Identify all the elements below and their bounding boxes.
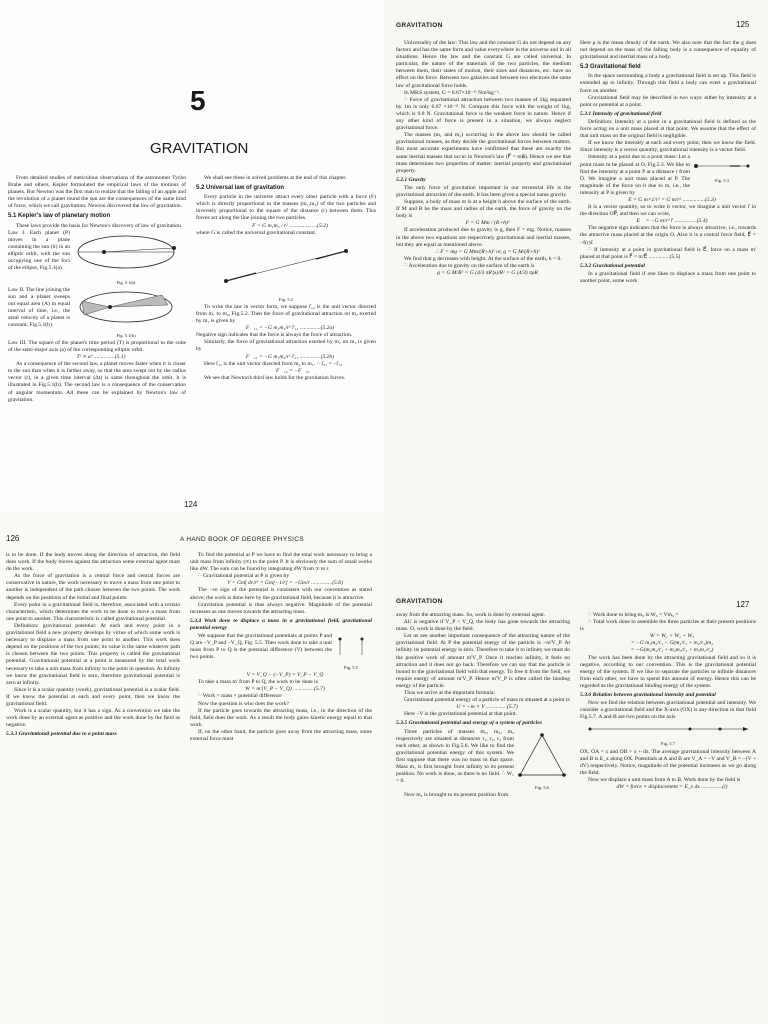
ellipse-orbit-diagram	[70, 230, 182, 278]
potential-difference-eq: V = V_Q − (−V_P) = V_P − V_Q	[246, 672, 324, 679]
fig-5-3-diagram	[690, 154, 754, 176]
page-number-124: 124	[184, 500, 198, 509]
negative-sign-text: Negative sign indicates that the force is always the force of attraction.	[196, 332, 353, 339]
displace-unit-mass-text: Now we displace a unit mass from A to B. Work done by the field is	[588, 776, 741, 783]
intensity-vector-text: If we know the intensity at each and every point, then we know the field. Since intensity is a vector quantity, gravitational intensity is a vector field.	[580, 140, 756, 154]
external-force-text: If, on the other hand, the particle goes away from the attracting mass, some external force must	[190, 728, 372, 742]
work-expand-eq: = −G m₁m₂/r₁ − G(m₁/r₂ + m₂/r₃)m₃	[630, 640, 714, 647]
weak-force-text: ∴ Force of gravitational attraction between two masses of 1kg separated by 1m is only 6.67 ×10⁻¹¹ N. Compare this force with the weight of 1kg, which is 9.8 N. Gravitational force is the weakest force in nature. Hence if any other kind of force is present in a situation, we always neglect gravitational force.	[396, 96, 571, 132]
gravitational-mass-text: The masses (m₁ and m₂) occurring in the above law should be called gravitational masses, as they decide the gravitational forces between matters. But most accurate experiments have confirmed that these are exactly the same inertial masses that occur in Newton's law (F⃗ = ma⃗). Hence we see that mass determines two properties of matter: inertial property and gravitational property.	[396, 132, 571, 174]
fig-5-3	[690, 154, 754, 197]
page-number-125: 125	[736, 20, 750, 29]
equation-g-surface: g = G M/R² = G (4/3 πR³ρ)/R² = G (4/3) πρR	[437, 270, 538, 276]
equation-5-2b: F⃗₂₁ = −G m₁m₂/r² r̂₂₁ ...............(5.2b)	[245, 353, 335, 360]
intensity-point-block	[580, 154, 756, 197]
section-5-2-heading: 5.2 Universal law of gravitation	[196, 185, 285, 192]
law-2-text: Law II. The line joining the sun and a planet sweeps out equal area (A) in equal interval of time, i.e., the areal velocity of a planet is constant, Fig.5.1(b).	[8, 286, 70, 329]
average-intensity-text: OX, OA = x and OB = x + dx. The average gravitational intensity between A and B is E_x along OX. Potentials at A and B are V_A = −V and V_B = −(V + dV) respectively. Notice, magnitude of the potential increases as we go along the field.	[580, 748, 756, 776]
law-3-explanation: As a consequence of the second law, a planet moves faster when it is closer to the sun than when it is farther away, so that the area swept out by the radius vector (r), in a given time interval (Δt) is same throughout the orbit. It is illustrated in Fig.5.1(b). The second law is a consequence of the conservation of angular momentum. All these can be explained by Newton's law of gravitation.	[8, 361, 186, 403]
chapter-number: 5	[190, 85, 206, 116]
p126-left-column	[6, 552, 180, 739]
p125-right-column	[580, 40, 756, 285]
work-m3-text: ∴ Work done to bring m₃ is W₃ = Vm₃ =	[588, 612, 679, 618]
section-5-3-1-heading: 5.3.1 Intensity of gravitational field	[580, 110, 662, 117]
negative-potential-text: The −ve sign of the potential is consistent with our convention as stated above; the work is done here by the gravitational field, because it is attractive.	[190, 587, 372, 601]
pe-particle-text: Gravitational potential energy of a particle of mass m situated at a point is	[404, 697, 570, 704]
intro-right: We shall see these in solved problems at the end of this chapter.	[204, 175, 347, 181]
section-5-1-text: These laws provide the basis for Newton's discovery of law of gravitation.	[16, 222, 183, 229]
section-5-3-6-heading: 5.3.6 Relation between gravitational intensity and potential	[580, 692, 716, 699]
delta-u-text: ΔU is negative if V_P < V_Q, the body has gone towards the attracting mass. O, work is done by the field.	[396, 619, 570, 633]
equation-dw: dW = force × displacement = E_x dx ...............(i)	[616, 783, 728, 790]
section-5-3-4-heading: 5.3.4 Work done to displace a mass in a gravitational field, gravitational potential energy	[190, 617, 372, 631]
equation-5-7a: W = m'(V_P − V_Q) ...............(5.7)	[245, 686, 325, 693]
potential-intro-text: In a gravitational field if one likes to displace a mass from one point to another point, some work	[580, 270, 756, 284]
fig-5-3-caption: Fig. 5.3	[715, 178, 729, 184]
work-sum-eq: = −G(m₁m₂/r₁ + m₂m₃/r₃ + m₃m₁/r₂)	[630, 647, 714, 654]
work-direction-text: is to be done. If the body moves along the direction of attraction, the field does work. If the body moves against the attraction some external agent must do the work.	[6, 552, 180, 573]
gravity-text: The only force of gravitation important in our terrestrial life is the gravitational attraction of the earth. It has been given a special name gravity.	[396, 184, 571, 198]
page-125	[384, 0, 768, 512]
equation-5-3: E = G m×1/r² = G m/r² ................(5.3)	[628, 196, 716, 203]
potential-pq-text: We suppose that the gravitational potentials at points P and Q are −V_P and −V_Q, Fig. 5.5. Then work done to take a unit mass from P to Q is the potential difference (V) between the two points.	[190, 633, 332, 661]
force-intensity-text: ∴ If intensity at a point in gravitational field is E⃗, force on a mass m' placed at that point is F⃗ = m'E⃗ ...............(5.5)	[580, 246, 756, 260]
relation-intro-text: Now we find the relation between gravitational potential and intensity. We consider a gravitational field and the X-axis (OX) is any direction in that field Fig.5.7. A and B are two points on the axis	[580, 700, 756, 721]
fig-5-7-caption: Fig. 5.7	[661, 741, 675, 747]
equation-5-4: E⃗ = −G m/r² r̂ ................(5.4)	[636, 218, 708, 225]
universality-text: Universality of the law: This law and the constant G do not depend on any factors and has the same form and value everywhere in the universe and in all situations. Hence the law and the constant G are called universal. In particular, the nature of the materials of the two particles, the medium between them, their states of motion, their sizes and distances, etc. have no effect on the force. Between two galaxies and between two electrons the same law of gravitational force holds.	[396, 40, 571, 89]
fig-5-2-caption: Fig. 5.2	[279, 296, 293, 302]
m2-brought-text: Now m₂ is brought to its present position from	[404, 791, 509, 798]
law-2-block	[8, 287, 186, 340]
find-potential-text: To find the potential at P we have to find the total work necessary to bring a unit mass from infinity (∞) to the point P. It is obviously the sum of small works like dW. The sum can be found by integrating dW from ∞ to r.	[190, 552, 372, 573]
p127-right-column	[580, 612, 756, 791]
area-sweep-diagram	[70, 287, 182, 331]
surface-acceleration-text: ∴ Acceleration due to gravity on the surface of the earth is	[404, 262, 535, 269]
fig-5-6-triangle	[514, 729, 570, 783]
binding-energy-text: Let us see another important consequence of the attracting nature of the gravitational field. At P the potential energy of the particle is −m'V_P. At infinity its potential energy is zero. Therefore to take it to infinity we must do the positive work of amount m'V_P. Once it reaches infinity, it feels no attraction and it does not go back. Therefore we can say that the particle is bound to the gravitational field with that energy. To free it from the field, we require energy of amount m'V_P. Hence m'V_P is often called the binding energy of the particle.	[396, 633, 570, 689]
fig-5-5	[332, 633, 370, 672]
running-head-126: A HAND BOOK OF DEGREE PHYSICS	[180, 536, 304, 543]
fig-5-5-caption: Fig. 5.5	[344, 665, 358, 671]
negative-intensity-text: The negative sign indicates that the force is always attractive, i.e., towards the attractive mass placed at the origin O. Also it is a central force field, E⃗ = −f(r)r̂.	[580, 225, 756, 246]
p127-left-column	[396, 612, 570, 799]
p126-right-column	[190, 552, 372, 743]
section-5-1-heading: 5.1 Kepler's law of planetary motion	[8, 213, 111, 220]
sign-convention-text: Work is a scalar quantity, but it has a sign. As a convention we take the work done by an external agent as positive and the work done by the field as negative.	[6, 708, 180, 729]
g-value-text: In MKS system, G = 6.67×10⁻¹¹ Nm²kg⁻².	[404, 89, 500, 96]
density-text: Here ρ is the mean density of the earth. We also note that the fact the g does not depend on the mass of the falling body is a consequence of equality of gravitational and inertial mass of a body.	[580, 40, 756, 61]
equation-5-7b: U = −m × V ...............(5.7)	[456, 704, 518, 711]
equation-5-2a: F⃗₁₂ = −G m₁m₂/r² r̂₁₂ ...............(5.2a)	[245, 325, 335, 332]
equation-5-2-text: where G is called the universal gravitational constant.	[196, 229, 317, 236]
intro-paragraph: From detailed studies of meticulous observations of the astronomer Tycho Brahe and others, Kepler formulated the empirical laws of the motions of planets. But Newton was the first man to realize that the falling of an apple and the revolution of a planet round the sun are the consequences of the same kind of force, which we call gravitation. Newton discovered the law of gravitation.	[8, 175, 186, 210]
fig-5-1b-caption: Fig. 5.1(b)	[116, 332, 136, 338]
three-particles-text: Three particles of masses m₁, m₂, m₃ respectively are situated at distances r₁, r₂, r₃ from each other, as shown in Fig.5.6. We like to find the gravitational potential energy of this system. We first suppose that there was no mass in that space. Mass m₁ is first brought from infinity to its present position. No work is done, as there is no field. ∴ W₁ = 0.	[396, 728, 514, 785]
section-5-3-2-heading: 5.3.2 Gravitational potential	[580, 262, 645, 269]
p125-left-column	[396, 40, 571, 277]
equation-5-2: F = G m₁m₂ / r² ....................(5.2)	[252, 222, 328, 229]
similarly-text: Similarly, the force of gravitational attraction exerted by m₂ on m₁ is given by	[196, 339, 376, 353]
equation-gravity-force: F = G Mm / (R+h)²	[465, 220, 510, 227]
system-binding-text: The work has been done by the attracting gravitational field and so it is negative, according to our convention. This is the gravitational potential energy of the system. If we like to separate the particles to infinite distances from each other, we have to spend this amount of energy. Hence this can be regarded as the gravitational binding energy of the system.	[580, 654, 756, 689]
p124-right-column	[196, 175, 376, 382]
chapter-title: GRAVITATION	[150, 140, 249, 157]
acceleration-text: If acceleration produced due to gravity is g, then F = mg. Notice, masses in the above two equations are respectively gravitational and inertial masses, but they are equal as mentioned above.	[396, 227, 571, 248]
fig-5-6	[514, 729, 570, 792]
page-number-127: 127	[736, 600, 750, 609]
fig-5-5-diagram	[332, 633, 370, 663]
intensity-definition: Definition: Intensity at a point in a gravitational field is defined as the force acting on a unit mass placed at that point. We assume that the effect of that unit mass on the original field is negligible.	[580, 118, 756, 140]
third-law-text: We see that Newton's third law holds for the gravitation forces.	[204, 374, 346, 381]
always-negative-text: Gravitation potential is thus always negative. Magnitude of the potential increases as one moves towards the attracting mass.	[190, 601, 372, 615]
law-1-block	[8, 230, 186, 287]
potential-point-text: Here −V is the gravitational potential at that point.	[404, 711, 517, 718]
running-head-127: GRAVITATION	[396, 598, 443, 605]
point-mass-text: Intensity at a point due to a point mass: Let a point mass m be placed at O, Fig.5.3. We like to find the intensity at a point P at a distance r from O. We imagine a unit mass placed at P. The magnitude of the force on it due to m, i.e., the intensity at P is given by	[580, 154, 690, 196]
equation-5-6: V = Gm∫ dr/r² = Gm[−1/r] = −Gm/r ...............(5.6)	[227, 580, 343, 587]
section-5-2-1-heading: 5.2.1 Gravity	[396, 176, 426, 183]
running-head-125: GRAVITATION	[396, 22, 443, 29]
fig-5-1a-caption: Fig. 5.1(a)	[116, 279, 136, 285]
work-mass-text: ∴ Work = mass × potential difference	[198, 693, 282, 700]
field-text: In the space surrounding a body a gravitational field is set up. This field is extended up to infinity. Through this field a body can exert a gravitational force on another.	[580, 73, 756, 94]
fig-5-7-axis	[580, 721, 756, 739]
field-work-text: If the particle goes towards the attracting mass, i.e., in the direction of the field, field does the work. As a result the body gains kinetic energy equal to that work.	[190, 707, 372, 728]
total-work-text: ∴ Total work done to assemble the three particles at their present positions is	[580, 619, 756, 633]
field-description-text: Gravitational field may be described in two ways: either by intensity at a point or potential at a point.	[580, 94, 756, 108]
work-displacement-block	[190, 633, 372, 672]
section-5-3-heading: 5.3 Gravitational field	[580, 64, 641, 71]
height-text: Suppose, a body of mass m is at a height h above the surface of the earth. If M and R be the mass and radius of the earth, the force of gravity on the body is	[396, 199, 571, 220]
mass-transport-text: To take a mass m' from P to Q, the work to be done is	[198, 679, 318, 686]
away-text: away from the attracting mass. So, work is done by external agent.	[396, 612, 546, 618]
potential-definition: Definition: gravitational potential: At each and every point in a gravitational field a new property develops by virtue of which some work is necessary to displace a mass from one point to another. This work does depend on the positions of the two points; its value is the same whatever path is chosen between the two points. This property is called the gravitational potential. Gravitational potential at a point is measured by the total work necessary to take a unit mass from infinity to the point in question. At infinity we know the gravitational field is zero, therefore gravitational potential is zero at infinity.	[6, 622, 180, 686]
central-force-text: As the force of gravitation is a central force and central forces are conservative in nature, the work necessary to move a mass from one point to another is independent of the path chosen between the two points. The work depends on the positions of the initial and final points.	[6, 573, 180, 601]
three-particle-block	[396, 729, 570, 792]
unit-vector-text: Here r̂₂₁ is the unit vector directed from m₂ to m₁. ∴ r̂₂₁ = −r̂₁₂	[204, 360, 343, 367]
law-3-text: Law III. The square of the planet's time period (T) is proportional to the cube of the semi-major axis (a) of the corresponding elliptic orbit.	[8, 339, 186, 353]
section-5-3-3-heading: 5.3.3 Gravitational potential due to a point mass	[6, 731, 117, 738]
g-decrease-text: We find that g decreases with height. At the surface of the earth, h = 0.	[404, 255, 562, 262]
page-124	[0, 0, 384, 512]
fig-5-1b	[70, 287, 182, 340]
equation-g-height: ∴ F = mg = G Mm/(R+h)² or, g = G M/(R+h)²	[435, 248, 540, 255]
page-number-126: 126	[6, 534, 20, 543]
page-126	[0, 512, 384, 1024]
equation-5-1: T² ∝ a³ ...............(5.1)	[76, 354, 126, 361]
formula-intro-text: Thus we arrive at the important formula:	[404, 690, 496, 697]
page-127	[384, 512, 768, 1024]
vector-intensity-text: It is a vector quantity, so to write it vector, we imagine a unit vector r̂ in the direction OP⃗, and then we can write,	[580, 204, 756, 218]
fig-5-2-diagram	[196, 237, 376, 295]
fig-5-1a	[70, 230, 182, 287]
section-5-2-text: Every particle in the universe attract every other particle with a force (F) which is directly proportional to the masses (m₁,m₂) of the two particles and inversely proportional to the square of the distance (r) between them. This forces act along the line joining the two particles.	[196, 194, 376, 222]
total-work-eq: W = W₁ + W₂ + W₃	[649, 633, 695, 640]
potential-at-p-text: ∴ Gravitational potential at P is given by	[198, 573, 290, 580]
vector-form-text: To write the law in vector form, we suppose r̂₁₂ is the unit vector directed from m₁ to m₂, Fig.5.2. Then the force of gravitational attraction on m₂ exerted by m₁ is given by	[196, 303, 376, 325]
fig-5-6-caption: Fig. 5.6	[535, 784, 549, 790]
characteristic-text: Every point in a gravitational field is, therefore, associated with a certain characteristic, which determines the work to be done to move a mass from one point to another. This characteristic is called gravitational potential.	[6, 601, 180, 622]
section-5-3-5-heading: 5.3.5 Gravitational potential and energy of a system of particles	[396, 720, 542, 727]
question-text: Now the question is who does the work?	[198, 700, 289, 707]
equation-force-equal: ∴ F⃗₁₂ = −F⃗₂₁	[270, 367, 310, 374]
law-1-text: Law I. Each planet (P) moves in a plane containing the sun (S) in an elliptic orbit, with the sun occupying one of the foci of the ellipse, Fig.5.1(a).	[8, 229, 70, 272]
p124-left-column	[8, 175, 186, 404]
scalar-quantity-text: Since it is a scalar quantity (work), gravitational potential is a scalar field. If we know the potential at each and every point, then we know the gravitational field.	[6, 686, 180, 707]
